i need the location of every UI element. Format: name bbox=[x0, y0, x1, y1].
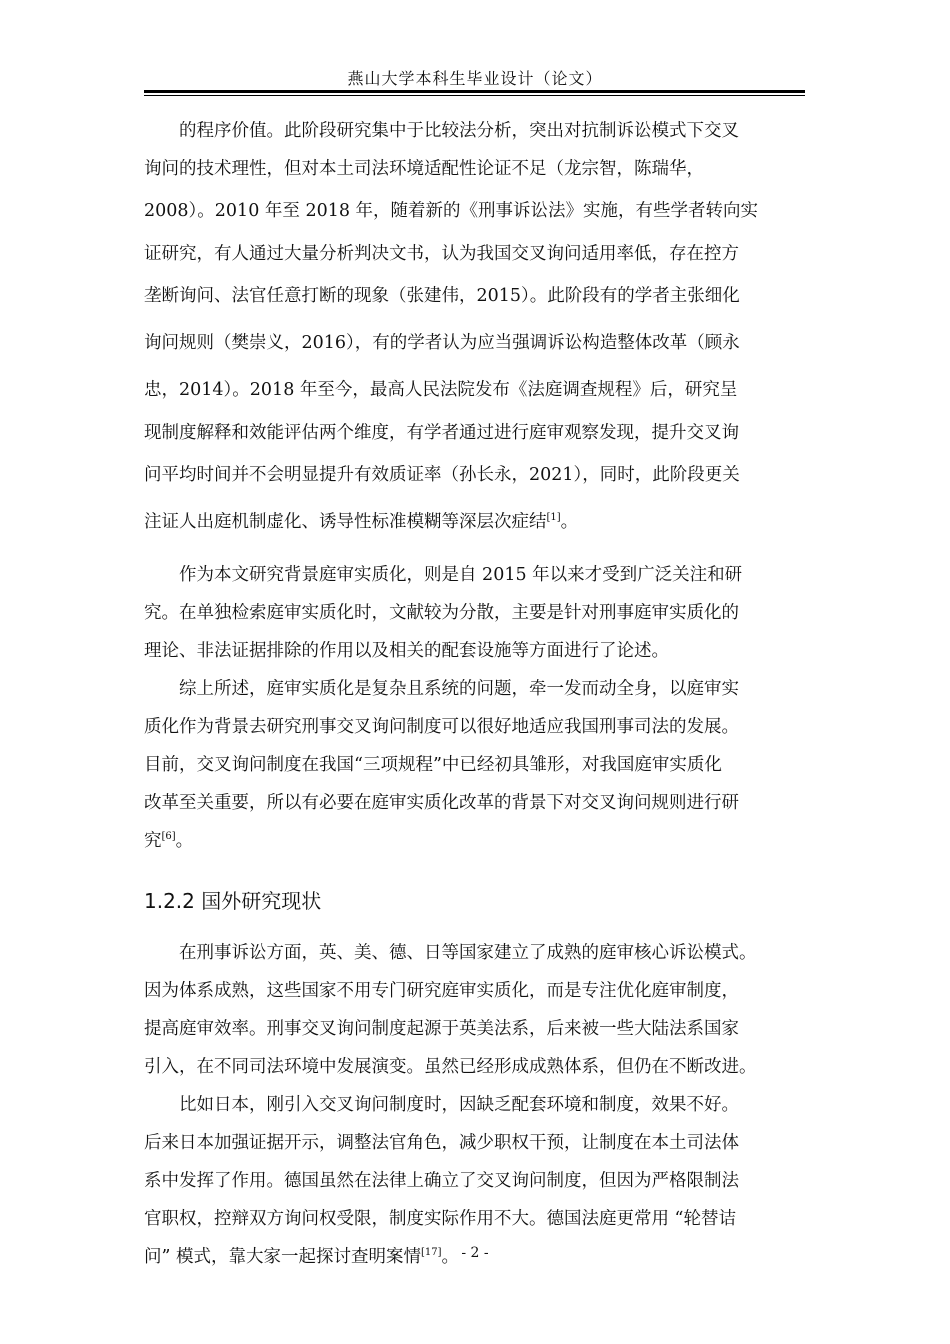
text-line: 引入，在不同司法环境中发展演变。虽然已经形成成熟体系，但仍在不断改进。 bbox=[144, 1057, 757, 1077]
text-line: 系中发挥了作用。德国虽然在法律上确立了交叉询问制度，但因为严格限制法 bbox=[144, 1171, 739, 1191]
header-rule-thick bbox=[144, 90, 805, 93]
text-line: 提高庭审效率。刑事交叉询问制度起源于英美法系，后来被一些大陆法系国家 bbox=[144, 1019, 739, 1039]
text-line: 比如日本，刚引入交叉询问制度时，因缺乏配套环境和制度，效果不好。 bbox=[179, 1095, 739, 1115]
paragraph-2 bbox=[144, 556, 806, 670]
text-line: 质化作为背景去研究刑事交叉询问制度可以很好地适应我国刑事司法的发展。 bbox=[144, 717, 739, 737]
text-line: 究。在单独检索庭审实质化时，文献较为分散，主要是针对刑事庭审实质化的 bbox=[144, 603, 739, 623]
text-line: 的程序价值。此阶段研究集中于比较法分析，突出对抗制诉讼模式下交叉 bbox=[179, 121, 739, 141]
section-heading: 1.2.2 国外研究现状 bbox=[144, 889, 322, 913]
text-line: 目前，交叉询问制度在我国“三项规程”中已经初具雏形，对我国庭审实质化 bbox=[144, 755, 722, 775]
text-segment: 究 bbox=[144, 831, 162, 851]
text-line: 垄断询问、法官任意打断的现象（张建伟，2015）。此阶段有的学者主张细化 bbox=[144, 286, 740, 306]
text-line: 证研究，有人通过大量分析判决文书，认为我国交叉询问适用率低，存在控方 bbox=[144, 244, 739, 264]
text-line: 2008）。2010 年至 2018 年，随着新的《刑事诉讼法》实施，有些学者转向实 bbox=[144, 201, 759, 221]
running-header-title: 燕山大学本科生毕业设计（论文） bbox=[347, 69, 603, 88]
page-body bbox=[144, 112, 806, 1276]
text-line: 理论、非法证据排除的作用以及相关的配套设施等方面进行了论述。 bbox=[144, 641, 669, 661]
page-number: - 2 - bbox=[461, 1245, 489, 1261]
paragraph-4 bbox=[144, 934, 806, 1086]
text-line: 询问规则（樊崇义，2016），有的学者认为应当强调诉讼构造整体改革（顾永 bbox=[144, 333, 740, 353]
text-segment: 。 bbox=[560, 512, 579, 532]
text-line: 询问的技术理性，但对本土司法环境适配性论证不足（龙宗智，陈瑞华， bbox=[144, 159, 704, 179]
text-segment: 。 bbox=[441, 1247, 460, 1267]
text-line: 作为本文研究背景庭审实质化，则是自 2015 年以来才受到广泛关注和研 bbox=[179, 565, 743, 585]
text-line bbox=[144, 499, 806, 546]
text-line: 在刑事诉讼方面，英、美、德、日等国家建立了成熟的庭审核心诉讼模式。 bbox=[179, 943, 757, 963]
paragraph-1 bbox=[144, 112, 806, 546]
text-segment: 。 bbox=[175, 831, 194, 851]
citation-ref: [6] bbox=[161, 831, 176, 843]
text-segment: 问” 模式，靠大家一起探讨查明案情 bbox=[144, 1247, 422, 1267]
text-line: 后来日本加强证据开示，调整法官角色，减少职权干预，让制度在本土司法体 bbox=[144, 1133, 739, 1153]
text-segment: 注证人出庭机制虚化、诱导性标准模糊等深层次症结 bbox=[144, 512, 547, 532]
header-rule-thin bbox=[144, 95, 805, 96]
citation-ref: [17] bbox=[421, 1247, 442, 1259]
text-line: 因为体系成熟，这些国家不用专门研究庭审实质化，而是专注优化庭审制度， bbox=[144, 981, 739, 1001]
text-line: 现制度解释和效能评估两个维度，有学者通过进行庭审观察发现，提升交叉询 bbox=[144, 423, 739, 443]
text-line: 综上所述，庭审实质化是复杂且系统的问题，牵一发而动全身，以庭审实 bbox=[179, 679, 739, 699]
text-line: 官职权，控辩双方询问权受限，制度实际作用不大。德国法庭更常用 “轮替诘 bbox=[144, 1209, 737, 1229]
paragraph-3 bbox=[144, 670, 806, 860]
text-line: 改革至关重要，所以有必要在庭审实质化改革的背景下对交叉询问规则进行研 bbox=[144, 793, 739, 813]
text-line: 忠，2014）。2018 年至今，最高人民法院发布《法庭调查规程》后，研究呈 bbox=[144, 380, 738, 400]
text-line: 问平均时间并不会明显提升有效质证率（孙长永，2021），同时，此阶段更关 bbox=[144, 465, 740, 485]
text-line bbox=[144, 822, 806, 860]
citation-ref: [1] bbox=[546, 512, 561, 524]
